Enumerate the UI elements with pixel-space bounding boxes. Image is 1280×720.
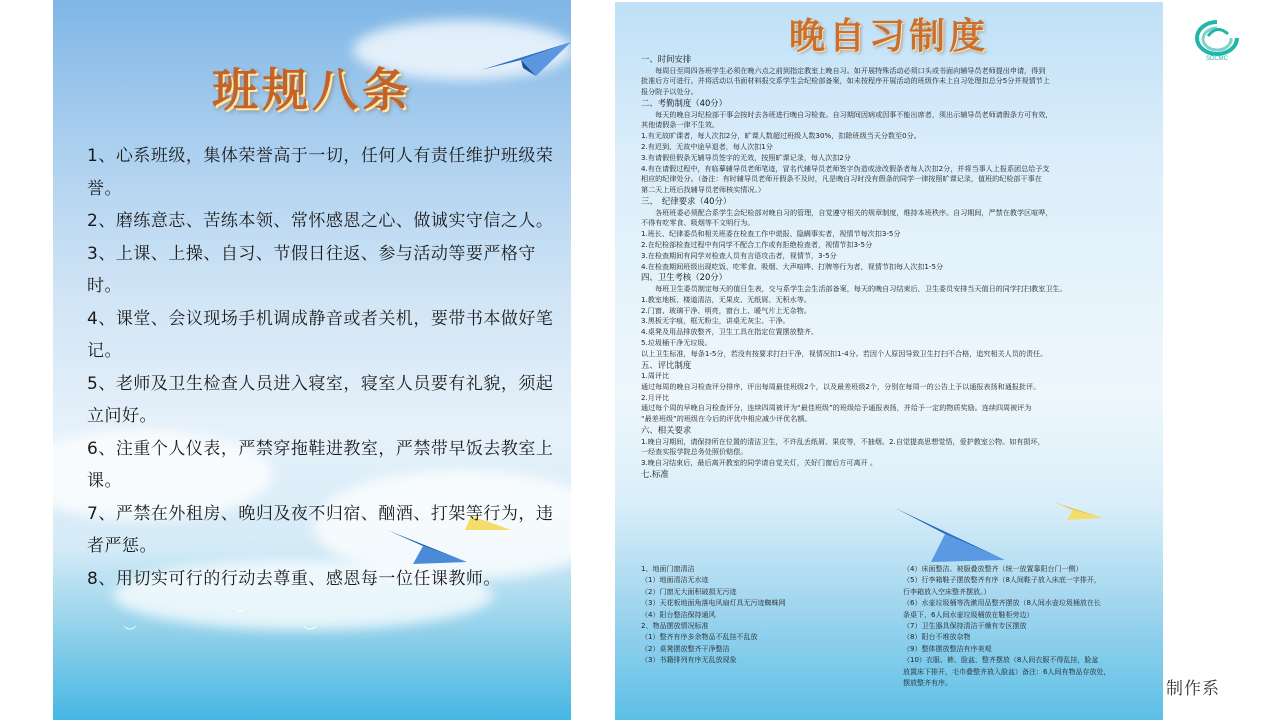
rule-line: 3.有请假但假条无辅导员签字的无效，按照旷课记录，每人次扣2分 bbox=[641, 152, 851, 162]
rule-line: 1.周评比 bbox=[641, 371, 670, 381]
rule-line: 第二天上班后找辅导员老师核实情况。） bbox=[641, 185, 766, 195]
standard-item: （8）阳台不堆放杂物 bbox=[903, 633, 971, 642]
rule-line: 1.有无故旷课者，每人次扣2分，旷课人数超过班级人数30%，扣除班级当天分数至0分。 bbox=[641, 131, 921, 141]
rule-line: 3.黑板无字痕，框无粉尘，讲桌无灰尘、干净。 bbox=[641, 316, 790, 326]
rule-line: 以上卫生标准，每条1-5分，若没有按要求打扫干净，视情况扣1-4分。若因个人原因导致卫生打扫不合格，追究相关人员的责任。 bbox=[641, 348, 1048, 358]
standard-item: 放置床下排开，毛巾叠整齐放入脸盆）备注：6人间有物品存放处， bbox=[903, 667, 1111, 676]
rule-line: 1.班长、纪律委员和相关班委在检查工作中谎报、隐瞒事实者，视情节每次扣3-5分 bbox=[641, 229, 901, 239]
rule-line: 不得有吃零食、吸烟等不文明行为。 bbox=[641, 218, 755, 228]
section-heading: 一、时间安排 bbox=[641, 54, 692, 64]
paper-plane-icon bbox=[1053, 498, 1103, 522]
seagull-icon: ︶ bbox=[123, 625, 137, 641]
standards-right-column bbox=[903, 564, 1153, 689]
section-heading: 七.标准 bbox=[641, 469, 669, 480]
rule-line: 报分院予以处分。 bbox=[641, 87, 698, 97]
poster-title: 晚自习制度 bbox=[788, 15, 989, 57]
rule-line: 一经查实报学院总务处照价赔偿。 bbox=[641, 447, 748, 457]
rule-line: 1.晚自习期间，请保持所在位置的清洁卫生，不许乱丢纸屑、果皮等，不抽烟。2.自觉提高思想觉悟，爱护教室公物。如有损坏， bbox=[641, 436, 1045, 446]
poster-title: 班规八条 bbox=[212, 63, 412, 117]
rule-line: 2.月评比 bbox=[641, 392, 670, 402]
class-rules-poster bbox=[53, 0, 571, 720]
standard-item: （1）地面清洁无水迹 bbox=[641, 576, 709, 585]
rule-item: 7、严禁在外租房、晚归及夜不归宿、酗酒、打架等行为，违者严惩。 bbox=[87, 503, 554, 556]
standard-item: 条桌下，6人间水壶垃圾桶放在鞋柜旁边） bbox=[903, 610, 1034, 619]
rule-line: 通过每个周的早晚自习检查评分，连续四周被评为“最佳班级”的班级给予通报表扬，并给予一定的物质奖励。连续四周被评为 bbox=[641, 403, 1032, 413]
rule-item: 6、注重个人仪表，严禁穿拖鞋进教室，严禁带早饭去教室上课。 bbox=[87, 438, 554, 491]
standard-item: （2）门窗无大面积破损无污迹 bbox=[641, 587, 737, 596]
rule-line: 2.在纪检部检查过程中有同学不配合工作或有拒绝检查者，视情节扣3-5分 bbox=[641, 239, 873, 249]
standard-item: （5）行李箱鞋子摆放整齐有序（8人间鞋子放入床底一字排开， bbox=[903, 576, 1101, 585]
seagull-icon: ︶ bbox=[233, 607, 247, 623]
rule-item: 8、用切实可行的行动去尊重、感恩每一位任课教师。 bbox=[87, 568, 501, 589]
rule-item: 4、课堂、会议现场手机调成静音或者关机，要带书本做好笔记。 bbox=[87, 308, 554, 361]
rule-line: 每天的晚自习纪检部干事会按时去各班进行晚自习检查。自习期间因病或因事不能出席者，须出示辅导员老师请假条方可有效， bbox=[641, 109, 1053, 119]
standard-item: 1、地面门窗清洁 bbox=[641, 565, 695, 573]
rule-line: 4.在检查期间班级出现吃饭、吃零食、吸烟、大声喧哗、打牌等行为者，视情节扣每人次扣1-5分 bbox=[641, 261, 944, 271]
rules-body bbox=[641, 54, 1153, 481]
rule-line: 1.教室地板、楼道清洁，无果皮、无纸屑、无积水等。 bbox=[641, 294, 811, 304]
evening-study-rules-poster bbox=[615, 2, 1163, 720]
paper-plane-icon bbox=[895, 504, 1005, 564]
rule-item: 2、磨练意志、苦练本领、常怀感恩之心、做诚实守信之人。 bbox=[87, 211, 554, 231]
rule-line: 2.有迟到、无故中途早退者，每人次扣1分 bbox=[641, 141, 773, 151]
seagull-icon: ︶ bbox=[303, 625, 317, 641]
rules-list bbox=[87, 140, 557, 595]
standard-item: 行李箱放入空床整齐摆放。） bbox=[903, 587, 991, 596]
standard-item: （6）水壶垃圾桶等洗漱用品整齐摆放（8人间水壶垃圾桶放在长 bbox=[903, 599, 1101, 608]
standard-item: （10）衣服、裤、脸盆、整齐摆放（8人间衣服不得乱挂，脸盆 bbox=[903, 656, 1099, 665]
rule-item: 5、老师及卫生检查人员进入寝室，寝室人员要有礼貌，须起立问好。 bbox=[87, 373, 554, 426]
rule-line: 3.在检查期间有同学对检查人员有言语攻击者，视情节，3-5分 bbox=[641, 250, 837, 260]
standards-left-column bbox=[641, 564, 891, 667]
rule-item: 1、心系班级，集体荣誉高于一切，任何人有责任维护班级荣誉。 bbox=[87, 146, 554, 199]
school-logo-icon bbox=[1188, 18, 1246, 62]
standard-item: 摆放整齐有序。 bbox=[903, 679, 952, 688]
rule-line: 5.垃圾桶干净无垃圾。 bbox=[641, 337, 712, 347]
standard-item: （1）整齐有序多余物品不乱挂不乱放 bbox=[641, 633, 758, 642]
standard-item: （7）卫生器具保持清洁干燥有专区摆放 bbox=[903, 622, 1027, 631]
section-heading: 四、卫生考核（20分） bbox=[641, 272, 728, 283]
rule-line: 2.门窗、玻璃干净、明亮，窗台上、暖气片上无杂物。 bbox=[641, 305, 811, 315]
standard-item: （9）整体摆放整洁有序美观 bbox=[903, 644, 992, 653]
standard-item: （2）桌凳摆放整齐干净整洁 bbox=[641, 644, 730, 653]
section-heading: 二、考勤制度（40分） bbox=[641, 97, 728, 108]
rule-line: 每班卫生委员制定每天的值日生表，交与系学生会生活部备案，每天的晚自习结束后，卫生委员安排当天值日的同学打扫教室卫生。 bbox=[641, 283, 1067, 293]
rule-line: 批准后方可进行。并将活动以书面材料报交系学生会纪检部备案，如未按程序开展活动的班级作未上自习处理扣总分5分并视情节上 bbox=[641, 76, 1050, 86]
rule-line: 相应的纪律处分。（备注：有时辅导员老师开假条不及时，凡是晚自习时没有假条的同学一律按照旷课记录，值班的纪检部干事在 bbox=[641, 174, 1042, 184]
section-heading: 三、 纪律要求（40分） bbox=[641, 195, 732, 206]
standard-item: （4）阳台整洁保持通风 bbox=[641, 610, 716, 619]
standard-item: 2、物品摆放情况标准 bbox=[641, 622, 709, 631]
rule-line: 每周日至周四各班学生必须在晚六点之前到指定教室上晚自习。如开展特殊活动必须口头或书面向辅导员老师提出申请，得到 bbox=[641, 65, 1046, 75]
caption-text: 制作系 bbox=[1166, 679, 1220, 699]
rule-line: 其他请假条一律不生效。 bbox=[641, 120, 720, 130]
section-heading: 六、相关要求 bbox=[641, 425, 692, 436]
rule-line: “最差班级”的班级在今后的评优中相应减少评优名额。 bbox=[641, 414, 812, 424]
logo-text: SDCMC bbox=[1206, 56, 1228, 62]
rule-line: 4.桌凳及用品排放整齐，卫生工具在指定位置摆放整齐。 bbox=[641, 327, 819, 337]
rule-line: 3.晚自习结束后，最后离开教室的同学请自觉关灯，关好门窗后方可离开 。 bbox=[641, 458, 878, 468]
rule-line: 各班班委必须配合系学生会纪检部对晚自习的管理，自觉遵守相关的规章制度，维持本班秩序。自习期间，严禁在教学区喧哗， bbox=[641, 207, 1053, 217]
rule-line: 通过每周的晚自习检查评分排序，评出每周最佳班级2个，以及最差班级2个，分别在每周一的公告上予以通报表扬和通报批评。 bbox=[641, 381, 1041, 391]
rule-item: 3、上课、上操、自习、节假日往返、参与活动等要严格守时。 bbox=[87, 243, 536, 296]
rule-line: 4.有在请假过程中，有临摹辅导员老师笔迹，冒名代辅导员老师签字伪造或涂改假条者每人次扣2分，并将当事人上报系团总给予支 bbox=[641, 163, 1050, 173]
standard-item: （4）床面整洁、被服叠放整齐（统一放置靠阳台门一侧） bbox=[903, 565, 1083, 573]
section-heading: 五、评比制度 bbox=[641, 359, 692, 370]
standard-item: （3）天花板地面角落电风扇灯具无污迹蜘蛛网 bbox=[641, 599, 786, 608]
standard-item: （3）书籍排列有序无乱放现象 bbox=[641, 656, 737, 665]
